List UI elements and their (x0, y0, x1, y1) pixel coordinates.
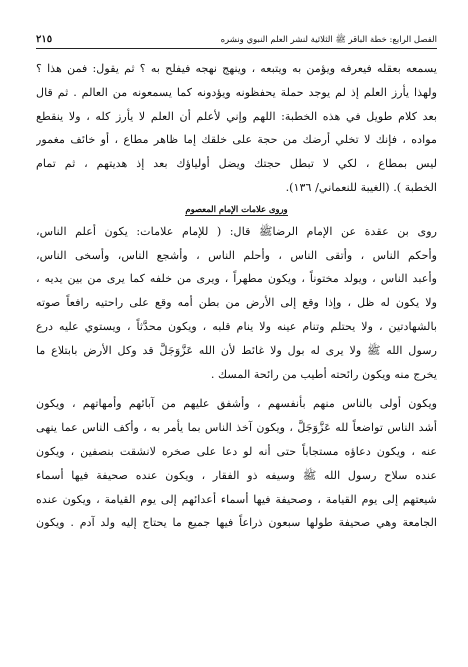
text-line: وأحكم الناس ، وأتقى الناس ، وأحلم الناس ، وأشجع الناس، وأسخى الناس، (36, 248, 437, 262)
subheading-text: وروى علامات الإمام المعصوم (185, 203, 288, 214)
text-line: الخطبة ). (الغيبة للنعماني/ ١٣٦). (285, 180, 437, 194)
paragraph-1 (36, 57, 437, 200)
text-line: ليس بمطاع ، لكي لا تبطل حجتك ويضل أولياؤك بعد إذ هديتهم ، ثم تمام (36, 157, 437, 171)
text-line: شيعتهم إلى يوم القيامة ، وصحيفة فيها أسماء أعدائهم إلى يوم القيامة ، ويكون عنده (36, 492, 437, 506)
text-line: عنه ، ويكون دعاؤه مستجاباً حتى أنه لو دعا على صخره لانشقت بنصفين ، ويكون (36, 444, 437, 458)
chapter-title: الفصل الرابع: خطة الباقر ﷺ الثلاثية لنشر العلم النبوي ونشره (220, 35, 437, 45)
text-line: يسمعه بعقله فيعرفه ويؤمن به ويتبعه ، وينهج نهجه فيفلح به ؟ ثم يقول: فمن هذا ؟ (36, 62, 437, 75)
text-line: ولا يكون له ظل ، وإذا وقع إلى الأرض من بطن أمه وقع على راحتيه رافعاً صوته (36, 296, 437, 310)
text-line: بالشهادتين ، ولا يحتلم وتنام عينه ولا ينام قلبه ، ويكون محدَّثاً ، ويستوي عليه درع (36, 319, 437, 333)
text-line: يخرج منه ويكون رائحته أطيب من رائحة المسك . (210, 367, 437, 381)
text-line: مواده ، فإنك لا تخلي أرضك من حجة على خلقك إما ظاهر مطاع ، أو خائف مغمور (36, 133, 437, 147)
text-line: الجامعة وهي صحيفة طولها سبعون ذراعاً فيها جميع ما يحتاج إليه ولد آدم . ويكون (36, 516, 437, 530)
paragraph-3 (36, 392, 437, 535)
paragraph-2 (36, 220, 437, 387)
running-header (36, 34, 437, 49)
text-line: أشد الناس تواضعاً لله عَزَّوَجَلَّ ، ويكون آخذ الناس بما يأمر به ، وأكف الناس عما ينهى (36, 421, 437, 435)
text-line: ويكون أولى بالناس منهم بأنفسهم ، وأشفق عليهم من آبائهم وأمهاتهم ، ويكون (36, 397, 437, 411)
text-line: روى بن عقدة عن الإمام الرضاﷺ قال: ( للإمام علامات: يكون أعلم الناس، (36, 224, 437, 238)
text-line: بعد كلام طويل في هذه الخطبة: اللهم وإني لأعلم أن العلم لا يأرز كله ، ولا ينقطع (36, 109, 437, 123)
page-number: ٢١٥ (36, 34, 53, 45)
section-subheading (36, 202, 437, 216)
text-line: ولهذا يأرز العلم إذ لم يوجد حملة يحفظونه ويؤدونه كما يسمعونه من العالم . ثم قال (36, 85, 437, 99)
text-line: رسول الله ﷺ ولا يرى له بول ولا غائط لأن الله عَزَّوَجَلَّ قد وكل الأرض بابتلاع ما (36, 343, 437, 357)
book-page (36, 34, 437, 535)
text-line: عنده سلاح رسول الله ﷺ وسيفه ذو الفقار ، ويكون عنده صحيفة فيها أسماء (36, 468, 437, 482)
text-line: وأعبد الناس ، ويولد مختوناً ، ويكون مطهراً ، ويرى من خلفه كما يرى من بين يديه ، (36, 272, 437, 286)
